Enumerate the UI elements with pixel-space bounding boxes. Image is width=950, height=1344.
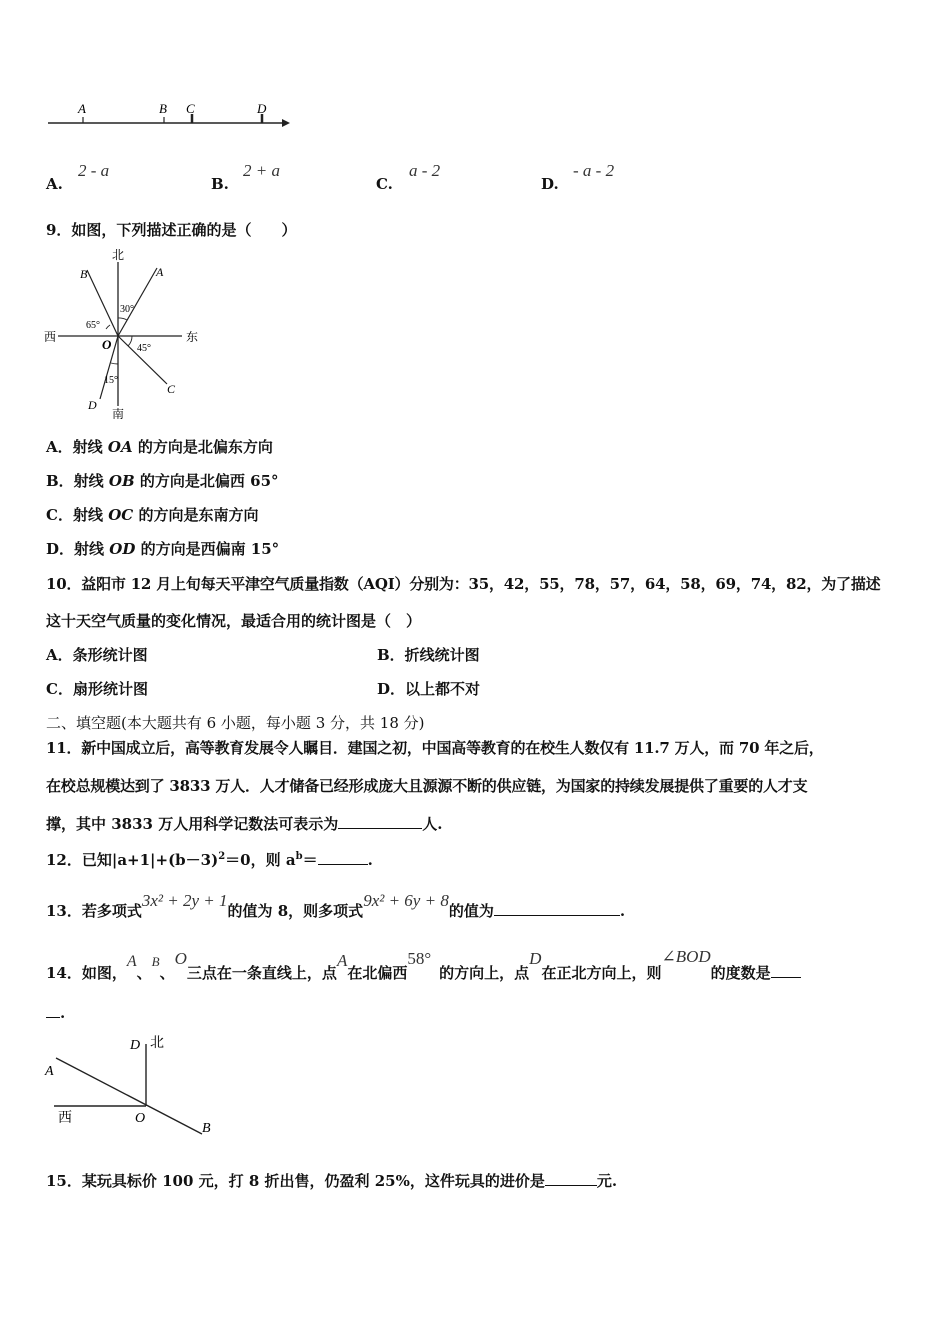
- q9-option-a-label: A．射线: [46, 438, 103, 456]
- q10-stem-line2: 这十天空气质量的变化情况，最适合用的统计图是（ ）: [46, 612, 422, 630]
- q12: [46, 847, 373, 870]
- q9-option-d-ray: OD: [109, 540, 136, 558]
- q14-text-d: 的方向上，点: [439, 964, 530, 982]
- q14-point-d: D: [529, 949, 542, 968]
- q14-text-e: 在正北方向上，则: [541, 964, 662, 982]
- q9-option-a-text: 的方向是北偏东方向: [137, 438, 273, 456]
- q9-option-d: [46, 539, 279, 559]
- q12-text-b: ＝0，则 a: [225, 851, 296, 869]
- q10-option-a: A．条形统计图: [46, 646, 148, 664]
- fig14-label-a: A: [45, 1064, 54, 1079]
- compass-east-label: 东: [186, 330, 199, 344]
- fig14-label-north: 北: [150, 1036, 164, 1051]
- q11-answer-blank[interactable]: [338, 814, 422, 829]
- q12-sup-2: 2: [218, 851, 226, 862]
- q13-text-a: 13．若多项式: [46, 902, 142, 920]
- q8-option-d-expr: - a - 2: [573, 161, 615, 180]
- compass-south-label: 南: [112, 407, 125, 421]
- q12-text-end: .: [367, 851, 373, 869]
- q14-direction-figure: [42, 1030, 222, 1140]
- q13-text-c: 的值为: [448, 902, 494, 920]
- q14-text-end: .: [60, 1004, 66, 1022]
- q14-answer-blank-part2[interactable]: [46, 1003, 60, 1018]
- angle-label-65: 65°: [86, 320, 100, 331]
- q11-line2: 在校总规模达到了 3833 万人．人才储备已经形成庞大且源源不断的供应链，为国家的持续发展提供了重要的人才支: [46, 777, 808, 795]
- q13-expr2: 9x² + 6y + 8: [363, 891, 449, 910]
- q14-text-b: 三点在一条直线上，点: [186, 964, 337, 982]
- angle-label-30: 30°: [120, 304, 134, 315]
- q14-point-a: A: [126, 953, 137, 970]
- q14-point-o: O: [174, 949, 187, 968]
- point-label-b: B: [159, 101, 167, 116]
- q9-option-c-text: 的方向是东南方向: [138, 506, 259, 524]
- q13-expr1: 3x² + 2y + 1: [141, 891, 228, 910]
- q9-option-c-ray: OC: [108, 506, 134, 524]
- q15-text-b: 元.: [596, 1172, 618, 1190]
- number-line-figure: [40, 98, 300, 134]
- fig14-label-west: 西: [58, 1111, 72, 1126]
- q8-option-b-expr: 2 + a: [243, 161, 280, 180]
- ray-label-b: B: [80, 267, 88, 281]
- angle-label-15: 15°: [104, 375, 118, 386]
- q14-point-a2: A: [336, 951, 348, 970]
- q11-line3-text: 撑，其中 3833 万人用科学记数法可表示为: [46, 815, 339, 833]
- q14-text-f: 的度数是: [710, 964, 771, 982]
- q12-answer-blank[interactable]: [318, 850, 368, 865]
- q10-option-d: D．以上都不对: [377, 680, 481, 698]
- q9-option-b-label: B．射线: [46, 472, 104, 490]
- fig14-label-b: B: [202, 1121, 211, 1136]
- point-label-c: C: [186, 101, 195, 116]
- ray-label-d: D: [88, 398, 97, 412]
- q12-text-a: 12．已知|a+1|+(b－3): [46, 851, 219, 869]
- q11-line1: 11．新中国成立后，高等教育发展令人瞩目．建国之初，中国高等教育的在校生人数仅有 11.7 万人，而 70 年之后，: [46, 739, 824, 757]
- q15-answer-blank[interactable]: [545, 1171, 597, 1186]
- q13-text-b: 的值为 8，则多项式: [227, 902, 364, 920]
- q15-text-a: 15．某玩具标价 100 元，打 8 折出售，仍盈利 25%，这件玩具的进价是: [46, 1172, 545, 1190]
- q14-angle-bod: ∠BOD: [661, 947, 711, 966]
- q8-option-a-label: A.: [46, 175, 63, 193]
- q9-option-d-text: 的方向是西偏南 15°: [140, 540, 280, 558]
- q8-option-b-label: B.: [211, 175, 229, 193]
- point-label-a: A: [78, 101, 86, 116]
- q12-text-c: ＝: [302, 851, 318, 869]
- q8-option-c-label: C.: [376, 175, 393, 193]
- q8-option-c-expr: a - 2: [409, 161, 441, 180]
- q11-line3-end: 人.: [422, 815, 443, 833]
- q15: [46, 1171, 617, 1191]
- q9-option-c: [46, 505, 258, 525]
- q9-compass-figure: [40, 246, 210, 424]
- q13-answer-blank[interactable]: [494, 901, 620, 916]
- compass-west-label: 西: [44, 330, 57, 344]
- q13-text-end: .: [619, 902, 626, 920]
- q14-sep2: 、: [159, 964, 175, 982]
- ray-label-c: C: [167, 382, 176, 396]
- point-label-d: D: [257, 101, 267, 116]
- q9-option-a-ray: OA: [107, 438, 133, 456]
- q9-option-b: [46, 471, 279, 491]
- angle-label-45: 45°: [137, 343, 151, 354]
- q10-option-b: B．折线统计图: [377, 646, 480, 664]
- q9-option-b-ray: OB: [108, 472, 135, 490]
- q14: [46, 940, 801, 990]
- q14-text-c: 在北偏西: [347, 964, 408, 982]
- q14-answer-blank-part1[interactable]: [771, 963, 801, 978]
- q9-stem: 9．如图，下列描述正确的是（ ）: [46, 221, 297, 239]
- q11-line3: [46, 814, 442, 834]
- q14-text-a: 14．如图，: [46, 964, 127, 982]
- q14-line2: [46, 1003, 65, 1023]
- q14-sep1: 、: [136, 964, 152, 982]
- fig14-label-o: O: [135, 1111, 146, 1126]
- q9-option-b-text: 的方向是北偏西 65°: [139, 472, 279, 490]
- q8-option-d-label: D.: [541, 175, 559, 193]
- compass-north-label: 北: [112, 248, 125, 262]
- q10-option-c: C．扇形统计图: [46, 680, 148, 698]
- fig14-label-d: D: [130, 1038, 141, 1053]
- q8-option-a-expr: 2 - a: [78, 161, 110, 180]
- q9-option-a: [46, 437, 273, 457]
- compass-origin-label: O: [102, 337, 112, 352]
- q14-degree: 58°: [407, 949, 432, 968]
- q12-sup-b: b: [295, 851, 303, 862]
- q9-option-d-label: D．射线: [46, 540, 105, 558]
- q14-point-b: B: [151, 954, 160, 969]
- q9-option-c-label: C．射线: [46, 506, 103, 524]
- section-heading-fill-in: 二、填空题(本大题共有 6 小题，每小题 3 分，共 18 分): [46, 714, 425, 732]
- q13: [46, 886, 625, 926]
- ray-label-a: A: [156, 265, 164, 279]
- q10-stem-line1: 10．益阳市 12 月上旬每天平津空气质量指数（AQI）分别为：35，42，55，78，57，64，58，69，74，82，为了描述: [46, 575, 881, 593]
